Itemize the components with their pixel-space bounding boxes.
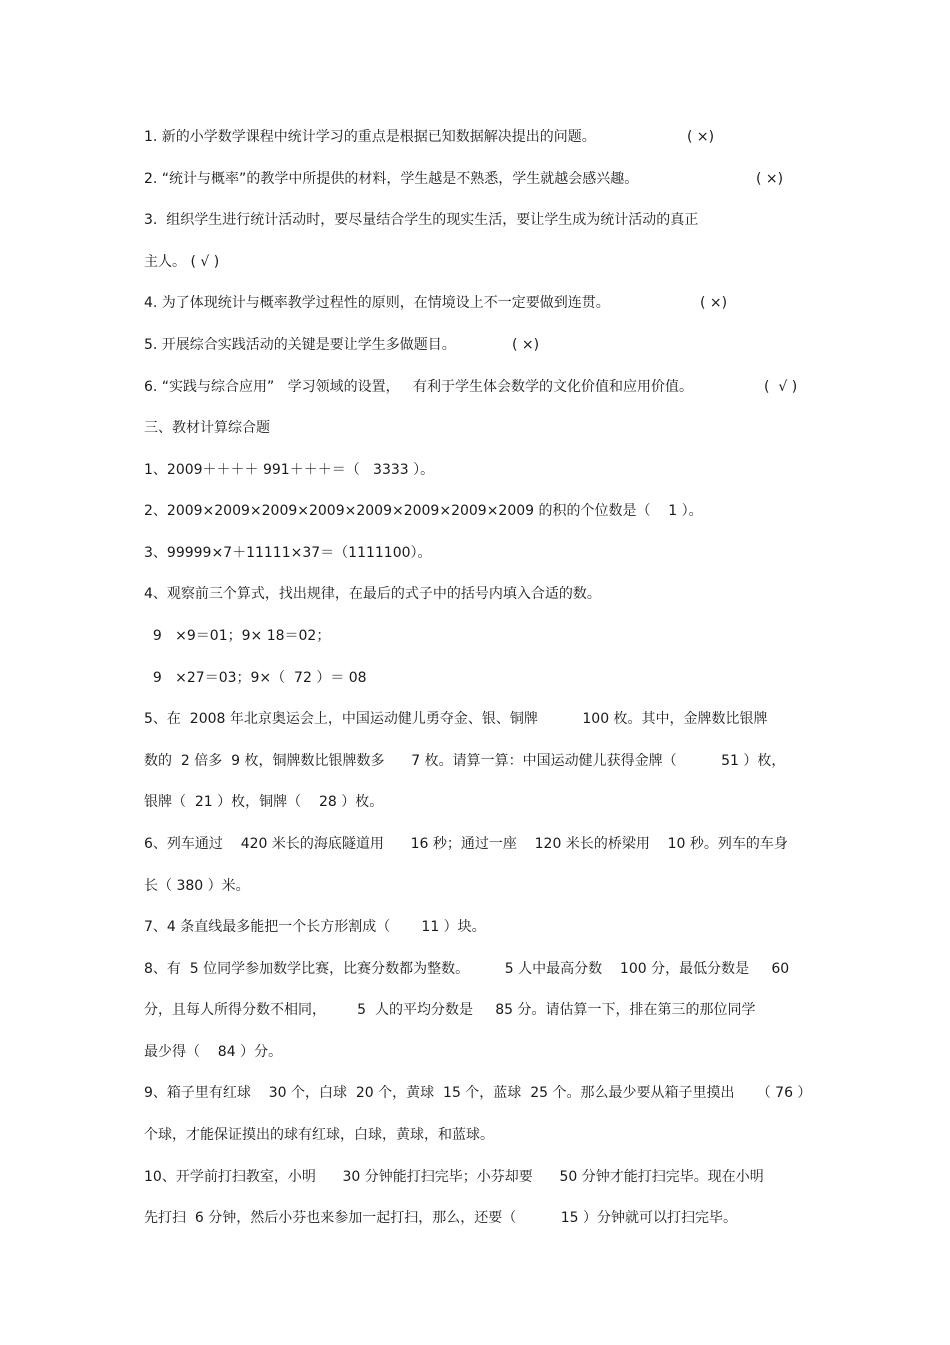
judgement-item-3-cont: 主人。 ( √ ) [144, 254, 220, 270]
problem-5-line-1: 5、在 2008 年北京奥运会上，中国运动健儿勇夺金、银、铜牌 100 枚。其中，金牌数比银牌 [144, 711, 768, 727]
judgement-item-6: 6. “实践与综合应用” 学习领域的设置， 有利于学生体会数学的文化价值和应用价值。 [144, 379, 694, 395]
problem-7: 7、4 条直线最多能把一个长方形割成（ 11 ）块。 [144, 919, 486, 935]
judgement-item-3: 3. 组织学生进行统计活动时，要尽量结合学生的现实生活，要让学生成为统计活动的真正 [144, 212, 699, 228]
problem-10-line-2: 先打扫 6 分钟，然后小芬也来参加一起打扫，那么，还要（ 15 ）分钟就可以打扫完毕。 [144, 1210, 738, 1226]
judgement-mark-5: ( ×) [512, 337, 540, 353]
problem-9-line-2: 个球，才能保证摸出的球有红球，白球，黄球，和蓝球。 [144, 1127, 494, 1143]
judgement-mark-2: ( ×) [756, 171, 784, 187]
judgement-item-4: 4. 为了体现统计与概率教学过程性的原则，在情境设上不一定要做到连贯。 [144, 295, 610, 311]
judgement-mark-1: ( ×) [687, 129, 715, 145]
judgement-item-2: 2. “统计与概率”的教学中所提供的材料，学生越是不熟悉，学生就越会感兴趣。 [144, 171, 639, 187]
problem-2: 2、2009×2009×2009×2009×2009×2009×2009×2009 的积的个位数是（ 1 ）。 [144, 503, 703, 519]
problem-10-line-1: 10、开学前打扫教室，小明 30 分钟能打扫完毕；小芬却要 50 分钟才能打扫完毕。现在小明 [144, 1169, 764, 1185]
judgement-mark-6: ( √ ) [764, 379, 798, 395]
problem-6-line-2: 长（ 380 ）米。 [144, 878, 250, 894]
judgement-mark-4: ( ×) [700, 295, 728, 311]
problem-1: 1、2009＋＋＋＋ 991＋＋＋＝（ 3333 ）。 [144, 462, 435, 478]
problem-3: 3、99999×7＋11111×37＝（1111100）。 [144, 545, 432, 561]
problem-4: 4、观察前三个算式，找出规律，在最后的式子中的括号内填入合适的数。 [144, 586, 601, 602]
problem-4-eq-1: 9 ×9＝01；9× 18＝02； [144, 628, 331, 644]
problem-8-line-3: 最少得（ 84 ）分。 [144, 1044, 283, 1060]
problem-6-line-1: 6、列车通过 420 米长的海底隧道用 16 秒；通过一座 120 米长的桥梁用 10 秒。列车的车身 [144, 836, 788, 852]
judgement-item-1: 1. 新的小学数学课程中统计学习的重点是根据已知数据解决提出的问题。 [144, 129, 596, 145]
problem-8-line-2: 分，且每人所得分数不相同， 5 人的平均分数是 85 分。请估算一下，排在第三的那位同学 [144, 1002, 756, 1018]
problem-5-line-3: 银牌（ 21 ）枚，铜牌（ 28 ）枚。 [144, 794, 384, 810]
problem-4-eq-2: 9 ×27＝03；9×（ 72 ）＝ 08 [144, 670, 367, 686]
problem-9-line-1: 9、箱子里有红球 30 个，白球 20 个，黄球 15 个，蓝球 25 个。那么最少要从箱子里摸出 （ 76 ） [144, 1085, 812, 1101]
problem-8-line-1: 8、有 5 位同学参加数学比赛，比赛分数都为整数。 5 人中最高分数 100 分，最低分数是 60 [144, 961, 790, 977]
problem-5-line-2: 数的 2 倍多 9 枚，铜牌数比银牌数多 7 枚。请算一算：中国运动健儿获得金牌（ 51 ）枚， [144, 753, 786, 769]
judgement-item-5: 5. 开展综合实践活动的关键是要让学生多做题目。 [144, 337, 456, 353]
section-title: 三、教材计算综合题 [144, 420, 270, 436]
